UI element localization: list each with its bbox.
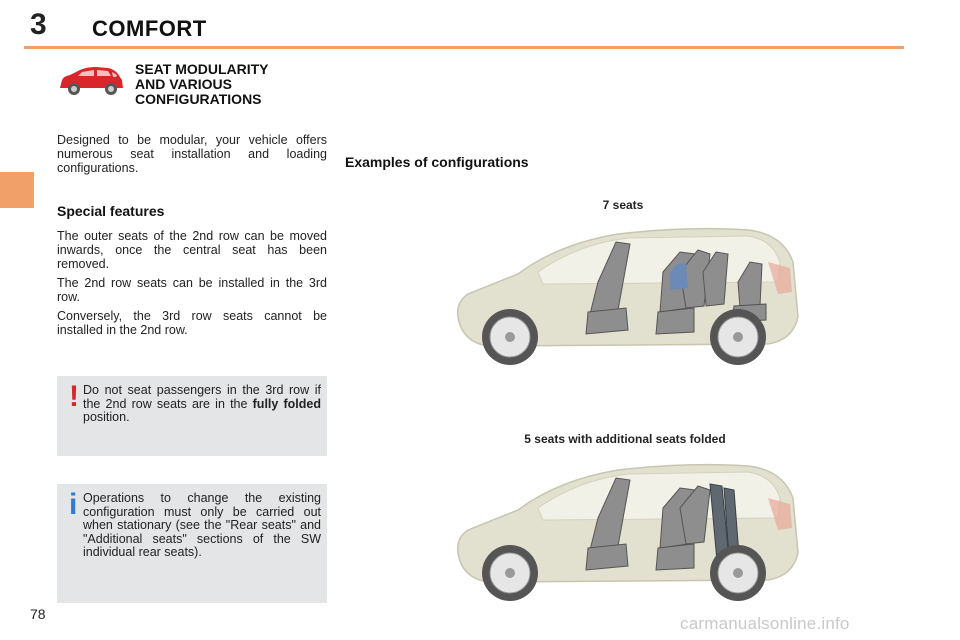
feature-paragraph: The 2nd row seats can be installed in the 3rd row. xyxy=(57,276,327,304)
special-features-heading: Special features xyxy=(57,203,165,219)
chapter-title: COMFORT xyxy=(92,16,207,41)
info-icon: i xyxy=(69,488,78,521)
caption-7-seats: 7 seats xyxy=(602,198,644,212)
warning-text-end: position. xyxy=(83,410,130,424)
car-interior-5-seats-folded-illustration xyxy=(448,458,808,608)
section-title xyxy=(135,62,335,107)
chapter-side-tab xyxy=(0,172,34,208)
warning-icon: ! xyxy=(69,380,79,413)
info-box xyxy=(57,484,327,603)
section-title-line: AND VARIOUS xyxy=(135,76,232,92)
examples-heading: Examples of configurations xyxy=(345,154,529,170)
warning-text xyxy=(83,384,321,425)
warning-text-bold: fully folded xyxy=(252,396,322,411)
car-icon xyxy=(56,62,126,98)
feature-paragraph: Conversely, the 3rd row seats cannot be installed in the 2nd row. xyxy=(57,309,327,337)
chapter-number: 3 xyxy=(30,8,47,41)
car-interior-7-seats-illustration xyxy=(448,222,808,372)
special-features-text xyxy=(57,229,327,342)
warning-box xyxy=(57,376,327,456)
caption-5-seats-folded: 5 seats with additional seats folded xyxy=(524,432,726,446)
feature-paragraph: The outer seats of the 2nd row can be moved inwards, once the central seat has been removed. xyxy=(57,229,327,271)
warning-text-start: Do not seat passengers in the 3rd row if the 2nd row seats are in the xyxy=(83,383,321,411)
header-rule xyxy=(24,46,904,49)
intro-paragraph: Designed to be modular, your vehicle offers numerous seat installation and loading configurations. xyxy=(57,133,327,175)
section-title-line: CONFIGURATIONS xyxy=(135,91,262,107)
page-number: 78 xyxy=(30,606,46,622)
info-text: Operations to change the existing configuration must only be carried out when stationary (see the "Rear seats" and "Additional seats" sections of the SW individual rear seats). xyxy=(83,491,321,559)
section-title-line: SEAT MODULARITY xyxy=(135,61,269,77)
watermark: carmanualsonline.info xyxy=(680,614,850,633)
